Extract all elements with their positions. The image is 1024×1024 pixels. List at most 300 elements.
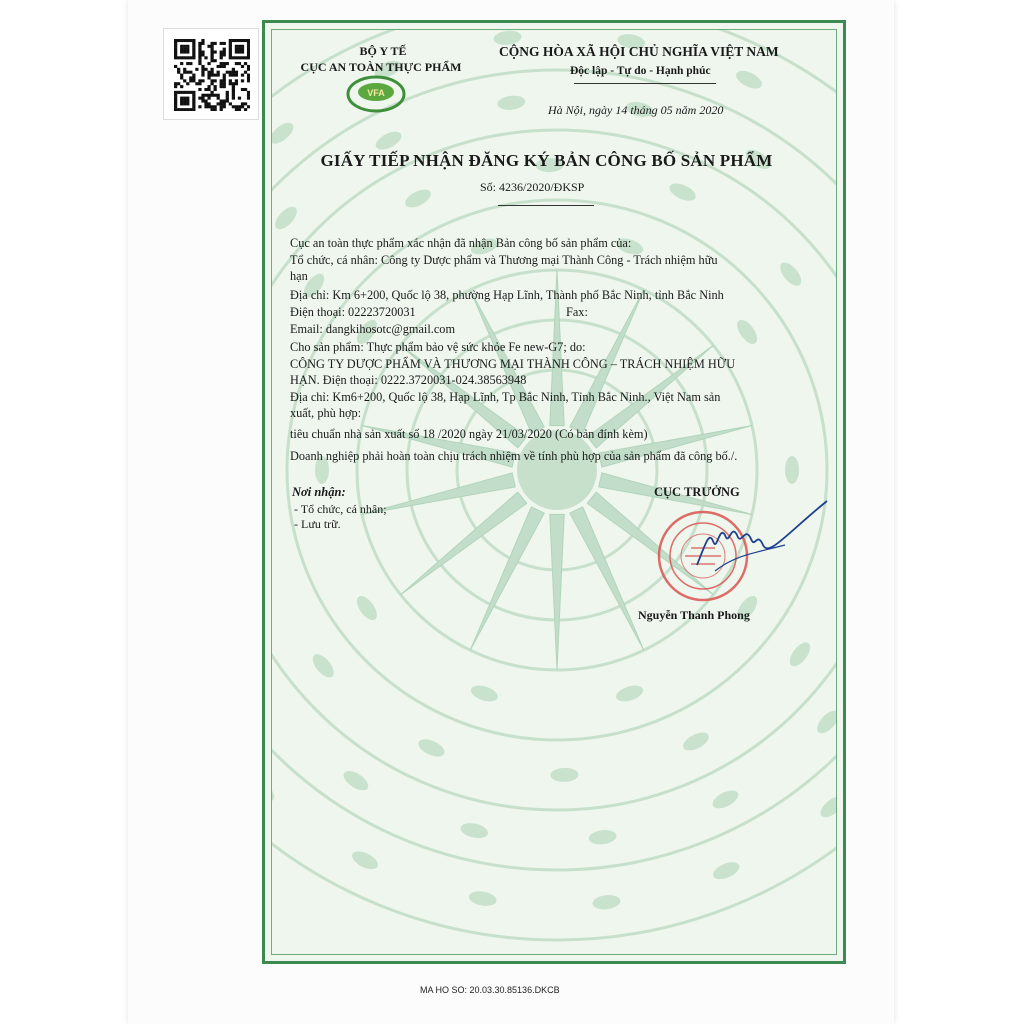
qr-module bbox=[241, 39, 244, 42]
qr-module bbox=[192, 99, 195, 102]
qr-module bbox=[220, 79, 223, 82]
qr-module bbox=[207, 76, 210, 79]
qr-module bbox=[241, 105, 244, 108]
qr-module bbox=[226, 97, 229, 100]
qr-module bbox=[247, 68, 250, 71]
qr-module bbox=[180, 74, 183, 77]
qr-module bbox=[232, 97, 235, 100]
qr-module bbox=[235, 108, 238, 111]
drum-figure-motif bbox=[353, 593, 381, 624]
qr-module bbox=[201, 53, 204, 56]
qr-module bbox=[217, 94, 220, 97]
qr-module bbox=[180, 99, 183, 102]
number-underline bbox=[498, 205, 594, 206]
qr-module bbox=[207, 94, 210, 97]
qr-module bbox=[174, 48, 177, 51]
place-and-date: Hà Nội, ngày 14 tháng 05 năm 2020 bbox=[548, 103, 724, 117]
qr-module bbox=[238, 105, 241, 108]
qr-module bbox=[201, 39, 204, 42]
drum-figure-motif bbox=[592, 894, 621, 911]
qr-module bbox=[247, 74, 250, 77]
qr-code-icon bbox=[174, 39, 250, 111]
qr-module bbox=[192, 94, 195, 97]
qr-module bbox=[177, 71, 180, 74]
qr-module bbox=[210, 74, 213, 77]
qr-module bbox=[247, 97, 250, 100]
republic-title: CỘNG HÒA XÃ HỘI CHỦ NGHĨA VIỆT NAM bbox=[499, 44, 779, 59]
qr-module bbox=[247, 45, 250, 48]
qr-module bbox=[247, 56, 250, 59]
qr-module bbox=[192, 108, 195, 111]
qr-module bbox=[192, 51, 195, 54]
qr-module bbox=[210, 108, 213, 111]
qr-module bbox=[177, 68, 180, 71]
qr-module bbox=[183, 91, 186, 94]
body-line: Địa chỉ: Km 6+200, Quốc lộ 38, phường Hạp Lĩnh, Thành phố Bắc Ninh, tỉnh Bắc Ninh bbox=[290, 288, 724, 302]
qr-module bbox=[244, 56, 247, 59]
qr-module bbox=[186, 108, 189, 111]
qr-module bbox=[177, 82, 180, 85]
qr-module bbox=[174, 45, 177, 48]
qr-module bbox=[214, 88, 217, 91]
qr-module bbox=[220, 102, 223, 105]
qr-module bbox=[180, 102, 183, 105]
qr-module bbox=[232, 94, 235, 97]
qr-module bbox=[235, 62, 238, 65]
qr-module bbox=[244, 108, 247, 111]
qr-module bbox=[189, 56, 192, 59]
qr-module bbox=[241, 102, 244, 105]
qr-module bbox=[174, 82, 177, 85]
signer-name: Nguyễn Thanh Phong bbox=[638, 608, 750, 622]
qr-module bbox=[223, 42, 226, 45]
qr-module bbox=[204, 68, 207, 71]
qr-module bbox=[238, 45, 241, 48]
qr-module bbox=[241, 56, 244, 59]
qr-module bbox=[207, 105, 210, 108]
qr-module bbox=[204, 88, 207, 91]
qr-module bbox=[220, 56, 223, 59]
qr-module bbox=[174, 85, 177, 88]
qr-module bbox=[210, 42, 213, 45]
body-line: Cục an toàn thực phẩm xác nhận đã nhận Bản công bố sản phẩm của: bbox=[290, 236, 632, 250]
qr-module bbox=[235, 82, 238, 85]
qr-module bbox=[201, 97, 204, 100]
qr-module bbox=[238, 97, 241, 100]
qr-module bbox=[174, 51, 177, 54]
qr-module bbox=[235, 71, 238, 74]
qr-module bbox=[183, 48, 186, 51]
qr-module bbox=[247, 79, 250, 82]
qr-module bbox=[183, 71, 186, 74]
qr-module bbox=[192, 39, 195, 42]
qr-module bbox=[177, 56, 180, 59]
qr-module bbox=[174, 56, 177, 59]
qr-module bbox=[247, 39, 250, 42]
qr-module bbox=[241, 65, 244, 68]
qr-module bbox=[174, 99, 177, 102]
qr-module bbox=[198, 48, 201, 51]
qr-module bbox=[174, 105, 177, 108]
qr-module bbox=[207, 97, 210, 100]
qr-module bbox=[189, 76, 192, 79]
qr-module bbox=[223, 102, 226, 105]
qr-module bbox=[229, 102, 232, 105]
qr-module bbox=[204, 56, 207, 59]
drum-figure-motif bbox=[588, 829, 618, 846]
qr-module bbox=[183, 51, 186, 54]
qr-module bbox=[223, 48, 226, 51]
qr-module bbox=[223, 105, 226, 108]
qr-module bbox=[232, 39, 235, 42]
qr-module bbox=[214, 59, 217, 62]
qr-module bbox=[207, 85, 210, 88]
qr-module bbox=[210, 94, 213, 97]
qr-module bbox=[201, 68, 204, 71]
qr-module bbox=[198, 53, 201, 56]
qr-module bbox=[223, 85, 226, 88]
qr-module bbox=[232, 85, 235, 88]
qr-module bbox=[186, 97, 189, 100]
qr-module bbox=[183, 68, 186, 71]
qr-module bbox=[247, 65, 250, 68]
qr-module bbox=[204, 102, 207, 105]
qr-module bbox=[186, 62, 189, 65]
qr-module bbox=[183, 39, 186, 42]
qr-module bbox=[180, 51, 183, 54]
drum-star-ray bbox=[550, 514, 564, 670]
qr-module bbox=[210, 105, 213, 108]
qr-module bbox=[210, 82, 213, 85]
drum-figure-motif bbox=[711, 859, 742, 883]
qr-module bbox=[198, 62, 201, 65]
qr-module bbox=[183, 97, 186, 100]
qr-module bbox=[174, 108, 177, 111]
qr-module bbox=[220, 42, 223, 45]
qr-module bbox=[238, 108, 241, 111]
qr-module bbox=[223, 79, 226, 82]
qr-module bbox=[241, 45, 244, 48]
drum-figure-motif bbox=[785, 456, 799, 484]
qr-module bbox=[235, 56, 238, 59]
qr-module bbox=[214, 85, 217, 88]
drum-figure-motif bbox=[614, 683, 645, 705]
qr-module bbox=[244, 71, 247, 74]
drum-figure-motif bbox=[813, 707, 837, 737]
drum-figure-motif bbox=[272, 776, 278, 805]
qr-module bbox=[192, 79, 195, 82]
drum-figure-motif bbox=[469, 683, 500, 705]
qr-module bbox=[214, 51, 217, 54]
qr-module bbox=[229, 42, 232, 45]
body-line: Doanh nghiệp phải hoàn toàn chịu trách nhiệm về tính phù hợp của sản phẩm đã công bố./. bbox=[290, 449, 738, 463]
qr-code bbox=[163, 28, 259, 120]
qr-module bbox=[210, 79, 213, 82]
qr-module bbox=[201, 51, 204, 54]
qr-module bbox=[223, 76, 226, 79]
qr-module bbox=[204, 105, 207, 108]
body-line: hạn bbox=[290, 269, 308, 283]
qr-module bbox=[207, 71, 210, 74]
qr-module bbox=[232, 88, 235, 91]
qr-module bbox=[180, 91, 183, 94]
qr-module bbox=[241, 74, 244, 77]
qr-module bbox=[229, 71, 232, 74]
qr-module bbox=[217, 71, 220, 74]
drum-figure-motif bbox=[349, 848, 380, 873]
qr-module bbox=[223, 51, 226, 54]
qr-module bbox=[192, 102, 195, 105]
qr-module bbox=[238, 56, 241, 59]
drum-figure-motif bbox=[776, 259, 805, 289]
drum-figure-motif bbox=[468, 889, 498, 908]
qr-module bbox=[229, 79, 232, 82]
qr-module bbox=[229, 39, 232, 42]
drum-figure-motif bbox=[497, 94, 527, 111]
qr-module bbox=[235, 51, 238, 54]
motto-underline bbox=[574, 83, 716, 84]
qr-module bbox=[223, 74, 226, 77]
qr-module bbox=[189, 91, 192, 94]
qr-module bbox=[226, 62, 229, 65]
qr-module bbox=[229, 45, 232, 48]
qr-module bbox=[247, 51, 250, 54]
qr-module bbox=[232, 74, 235, 77]
qr-module bbox=[207, 88, 210, 91]
qr-module bbox=[207, 62, 210, 65]
qr-module bbox=[201, 74, 204, 77]
qr-module bbox=[189, 71, 192, 74]
qr-module bbox=[192, 74, 195, 77]
qr-module bbox=[195, 82, 198, 85]
qr-module bbox=[235, 79, 238, 82]
qr-module bbox=[232, 71, 235, 74]
qr-module bbox=[177, 91, 180, 94]
qr-module bbox=[180, 48, 183, 51]
body-line: Tổ chức, cá nhân: Công ty Dược phẩm và Thương mại Thành Công - Trách nhiệm hữu bbox=[290, 253, 718, 267]
qr-module bbox=[229, 82, 232, 85]
qr-module bbox=[244, 62, 247, 65]
qr-module bbox=[183, 99, 186, 102]
qr-module bbox=[214, 94, 217, 97]
drum-figure-motif bbox=[817, 793, 837, 822]
drum-figure-motif bbox=[733, 67, 764, 92]
qr-module bbox=[238, 39, 241, 42]
signature bbox=[695, 495, 830, 585]
qr-module bbox=[201, 65, 204, 68]
qr-module bbox=[247, 94, 250, 97]
qr-module bbox=[186, 39, 189, 42]
qr-module bbox=[198, 51, 201, 54]
qr-module bbox=[192, 97, 195, 100]
qr-module bbox=[247, 48, 250, 51]
qr-module bbox=[192, 42, 195, 45]
qr-module bbox=[229, 74, 232, 77]
qr-module bbox=[198, 56, 201, 59]
qr-module bbox=[241, 79, 244, 82]
ministry-name: BỘ Y TẾ bbox=[359, 44, 407, 58]
qr-module bbox=[201, 71, 204, 74]
qr-module bbox=[174, 91, 177, 94]
qr-module bbox=[226, 71, 229, 74]
qr-module bbox=[210, 56, 213, 59]
qr-module bbox=[180, 97, 183, 100]
qr-module bbox=[214, 108, 217, 111]
qr-module bbox=[232, 91, 235, 94]
qr-module bbox=[247, 42, 250, 45]
drum-figure-motif bbox=[786, 639, 814, 670]
qr-module bbox=[223, 99, 226, 102]
drum-figure-motif bbox=[340, 767, 371, 794]
logo-text: VFA bbox=[367, 88, 385, 98]
qr-module bbox=[177, 39, 180, 42]
qr-module bbox=[247, 53, 250, 56]
qr-module bbox=[183, 79, 186, 82]
qr-module bbox=[229, 48, 232, 51]
drum-figure-motif bbox=[309, 651, 338, 681]
qr-module bbox=[247, 105, 250, 108]
qr-module bbox=[217, 74, 220, 77]
drum-figure-motif bbox=[680, 729, 711, 754]
recipient-item: - Lưu trữ. bbox=[294, 517, 341, 531]
qr-module bbox=[220, 99, 223, 102]
qr-module bbox=[232, 68, 235, 71]
qr-module bbox=[201, 42, 204, 45]
qr-module bbox=[229, 53, 232, 56]
qr-module bbox=[183, 108, 186, 111]
qr-module bbox=[201, 79, 204, 82]
qr-module bbox=[198, 82, 201, 85]
qr-module bbox=[174, 97, 177, 100]
vfa-logo bbox=[345, 72, 407, 116]
qr-module bbox=[220, 51, 223, 54]
qr-module bbox=[198, 42, 201, 45]
qr-module bbox=[214, 42, 217, 45]
qr-module bbox=[223, 53, 226, 56]
body-line: Email: dangkihosotc@gmail.com bbox=[290, 322, 456, 336]
qr-module bbox=[204, 94, 207, 97]
qr-module bbox=[204, 99, 207, 102]
recipients-heading: Nơi nhận: bbox=[292, 485, 346, 499]
body-line: xuất, phù hợp: bbox=[290, 406, 362, 420]
qr-module bbox=[180, 56, 183, 59]
qr-module bbox=[195, 68, 198, 71]
drum-figure-motif bbox=[402, 186, 433, 211]
qr-module bbox=[174, 53, 177, 56]
qr-module bbox=[229, 51, 232, 54]
body-line: tiêu chuẩn nhà sản xuất số 18 /2020 ngày 21/03/2020 (Có bản đính kèm) bbox=[290, 427, 648, 441]
qr-module bbox=[214, 74, 217, 77]
qr-module bbox=[207, 102, 210, 105]
qr-module bbox=[210, 45, 213, 48]
qr-module bbox=[210, 59, 213, 62]
qr-module bbox=[174, 39, 177, 42]
qr-module bbox=[180, 76, 183, 79]
body-line: Điện thoại: 02223720031 bbox=[290, 305, 416, 319]
qr-module bbox=[174, 102, 177, 105]
qr-module bbox=[198, 45, 201, 48]
qr-module bbox=[220, 82, 223, 85]
drum-figure-motif bbox=[272, 678, 276, 709]
qr-module bbox=[241, 88, 244, 91]
drum-figure-motif bbox=[550, 768, 578, 783]
qr-module bbox=[180, 62, 183, 65]
qr-module bbox=[232, 105, 235, 108]
drum-figure-motif bbox=[272, 119, 297, 148]
qr-module bbox=[238, 48, 241, 51]
dossier-code: MA HO SO: 20.03.30.85136.DKCB bbox=[420, 985, 560, 995]
qr-module bbox=[192, 56, 195, 59]
drum-figure-motif bbox=[710, 787, 741, 812]
qr-module bbox=[210, 53, 213, 56]
qr-module bbox=[198, 97, 201, 100]
qr-module bbox=[192, 45, 195, 48]
qr-module bbox=[183, 56, 186, 59]
qr-module bbox=[220, 65, 223, 68]
qr-module bbox=[220, 53, 223, 56]
qr-module bbox=[217, 65, 220, 68]
qr-module bbox=[220, 108, 223, 111]
document-title: GIẤY TIẾP NHẬN ĐĂNG KÝ BẢN CÔNG BỐ SẢN PHẨM bbox=[320, 151, 773, 170]
body-line: CÔNG TY DƯỢC PHẨM VÀ THƯƠNG MẠI THÀNH CÔNG – TRÁCH NHIỆM HỮU bbox=[290, 357, 736, 371]
qr-module bbox=[186, 102, 189, 105]
qr-module bbox=[186, 56, 189, 59]
qr-module bbox=[241, 48, 244, 51]
body-line: HẠN. Điện thoại: 0222.3720031-024.38563948 bbox=[290, 373, 527, 387]
qr-module bbox=[214, 105, 217, 108]
agency-name: CỤC AN TOÀN THỰC PHẨM bbox=[300, 60, 462, 74]
qr-module bbox=[223, 82, 226, 85]
qr-module bbox=[201, 99, 204, 102]
qr-module bbox=[214, 79, 217, 82]
qr-module bbox=[189, 62, 192, 65]
qr-module bbox=[217, 102, 220, 105]
body-line: Cho sản phẩm: Thực phẩm bảo vệ sức khỏe Fe new-G7; do: bbox=[290, 340, 586, 354]
qr-module bbox=[232, 82, 235, 85]
qr-module bbox=[244, 88, 247, 91]
drum-figure-motif bbox=[373, 128, 404, 153]
qr-module bbox=[180, 39, 183, 42]
qr-module bbox=[186, 71, 189, 74]
qr-module bbox=[201, 94, 204, 97]
qr-module bbox=[229, 56, 232, 59]
document-number: Số: 4236/2020/ĐKSP bbox=[480, 180, 585, 194]
qr-module bbox=[192, 105, 195, 108]
qr-module bbox=[223, 65, 226, 68]
qr-module bbox=[235, 45, 238, 48]
qr-module bbox=[210, 68, 213, 71]
qr-module bbox=[174, 42, 177, 45]
drum-figure-motif bbox=[733, 316, 761, 347]
qr-module bbox=[244, 39, 247, 42]
qr-module bbox=[247, 76, 250, 79]
qr-module bbox=[180, 85, 183, 88]
body-line: Địa chỉ: Km6+200, Quốc lộ 38, Hạp Lĩnh, Tp Bắc Ninh, Tỉnh Bắc Ninh., Việt Nam sản bbox=[290, 390, 721, 404]
qr-module bbox=[186, 45, 189, 48]
qr-module bbox=[210, 48, 213, 51]
recipient-item: - Tổ chức, cá nhân; bbox=[294, 502, 387, 516]
qr-module bbox=[186, 51, 189, 54]
drum-figure-motif bbox=[667, 180, 698, 204]
drum-figure-motif bbox=[416, 736, 447, 760]
qr-module bbox=[180, 45, 183, 48]
qr-module bbox=[192, 53, 195, 56]
qr-module bbox=[235, 74, 238, 77]
qr-module bbox=[198, 59, 201, 62]
qr-module bbox=[180, 108, 183, 111]
qr-module bbox=[192, 48, 195, 51]
qr-module bbox=[235, 105, 238, 108]
